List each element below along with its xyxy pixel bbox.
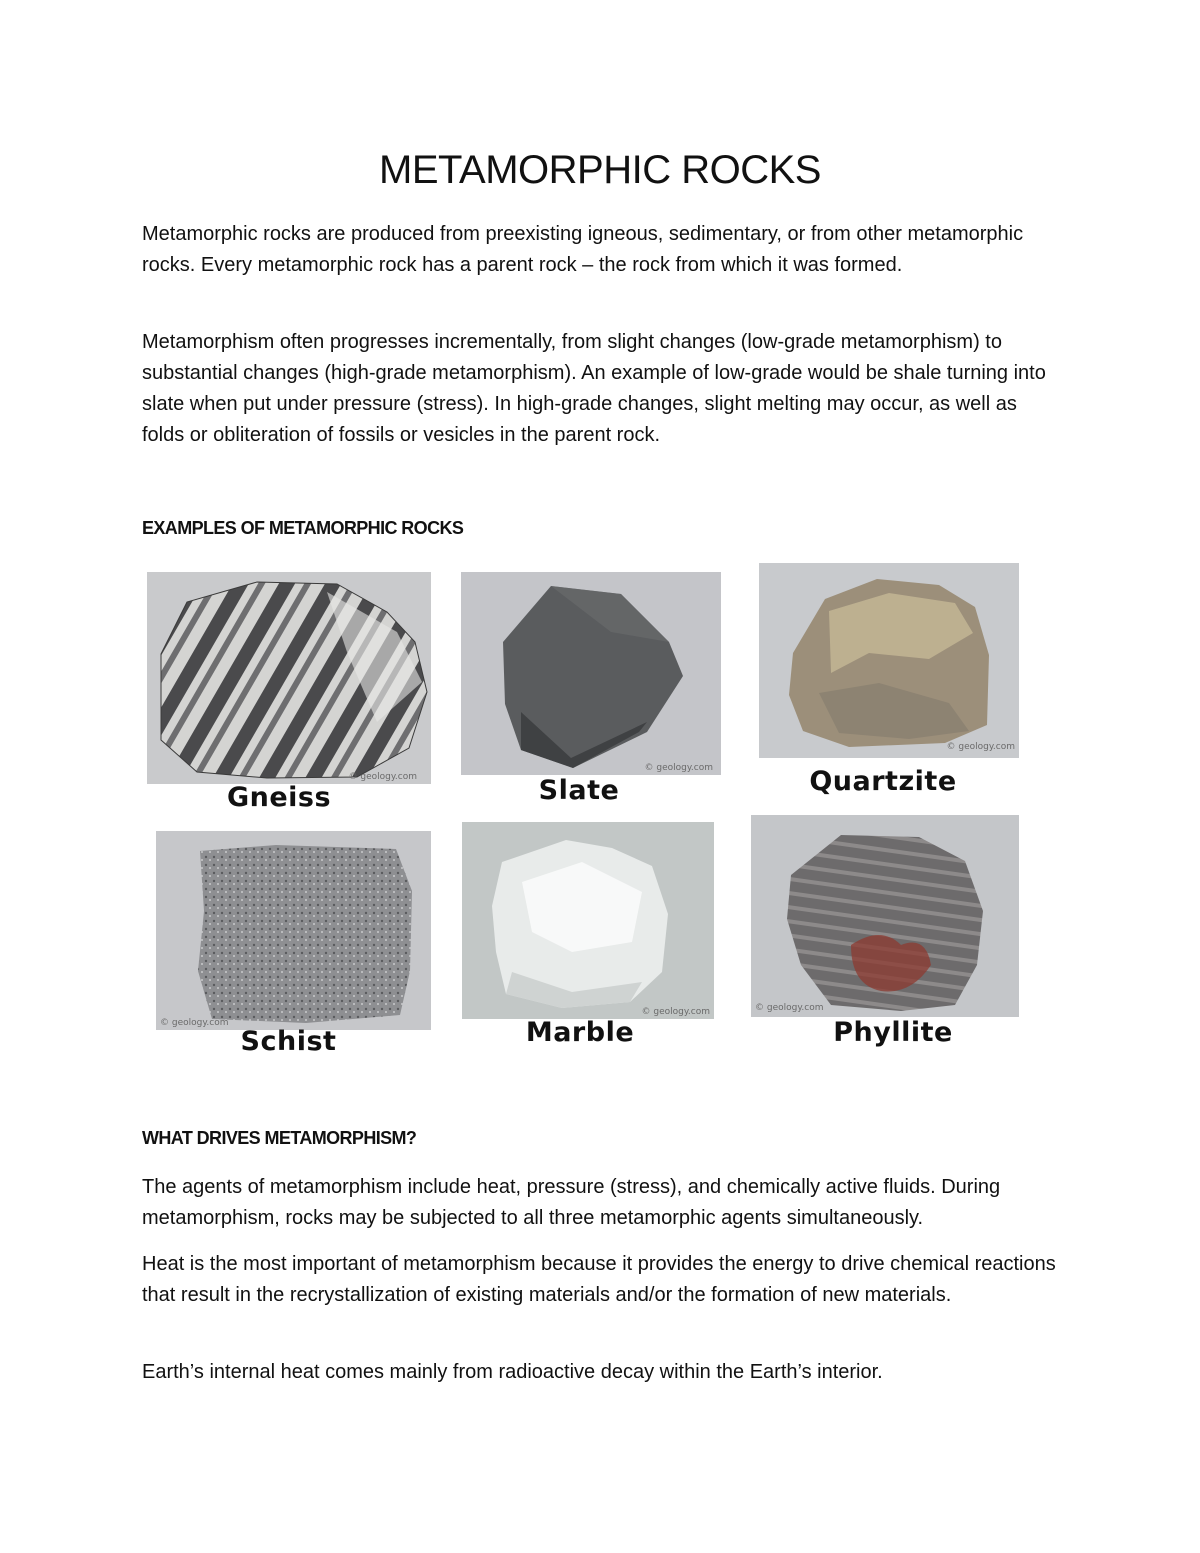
marble-photo — [462, 822, 714, 1019]
intro-paragraph-2: Metamorphism often progresses incrementally, from slight changes (low-grade metamorphism) to substantial changes (high-grade metamorphism). An example of low-grade would be shale turning into slate when put under pressure (stress). In high-grade changes, slight melting may occur, as well as folds or obliteration of fossils or vesicles in the parent rock. — [142, 331, 1046, 446]
rock-label-gneiss: Gneiss — [226, 782, 332, 813]
rock-label-marble: Marble — [525, 1017, 635, 1048]
rock-card-gneiss — [147, 572, 431, 817]
drivers-paragraph-3: Earth’s internal heat comes mainly from radioactive decay within the Earth’s interior. — [142, 1361, 883, 1383]
image-credit: © geology.com — [641, 1007, 710, 1017]
rock-card-schist — [156, 831, 431, 1063]
rock-label-schist: Schist — [240, 1026, 337, 1057]
drivers-paragraph-2: Heat is the most important of metamorphism because it provides the energy to drive chemical reactions that result in the recrystallization of existing materials and/or the formation of new materials. — [142, 1253, 1056, 1306]
rock-card-slate — [461, 572, 721, 812]
slate-photo — [461, 572, 721, 775]
schist-photo — [156, 831, 431, 1030]
gneiss-photo — [147, 572, 431, 784]
image-credit: © geology.com — [160, 1018, 229, 1028]
rock-card-quartzite — [759, 563, 1019, 808]
page-title: METAMORPHIC ROCKS — [379, 148, 821, 192]
drivers-paragraph-1: The agents of metamorphism include heat, pressure (stress), and chemically active fluids. During metamorphism, rocks may be subjected to all three metamorphic agents simultaneously. — [142, 1176, 1001, 1229]
image-credit: © geology.com — [348, 772, 417, 782]
rock-label-phyllite: Phyllite — [833, 1017, 953, 1048]
drivers-heading: WHAT DRIVES METAMORPHISM? — [142, 1128, 417, 1148]
intro-paragraph-1: Metamorphic rocks are produced from preexisting igneous, sedimentary, or from other metamorphic rocks. Every metamorphic rock has a parent rock – the rock from which it was formed. — [142, 223, 1024, 276]
rock-label-quartzite: Quartzite — [809, 766, 957, 797]
rock-card-phyllite — [751, 815, 1019, 1060]
examples-heading: EXAMPLES OF METAMORPHIC ROCKS — [142, 518, 464, 538]
rock-label-slate: Slate — [538, 775, 620, 806]
image-credit: © geology.com — [644, 763, 713, 773]
image-credit: © geology.com — [946, 742, 1015, 752]
rock-card-marble — [462, 822, 714, 1057]
image-credit: © geology.com — [755, 1003, 824, 1013]
quartzite-photo — [759, 563, 1019, 758]
phyllite-photo — [751, 815, 1019, 1017]
